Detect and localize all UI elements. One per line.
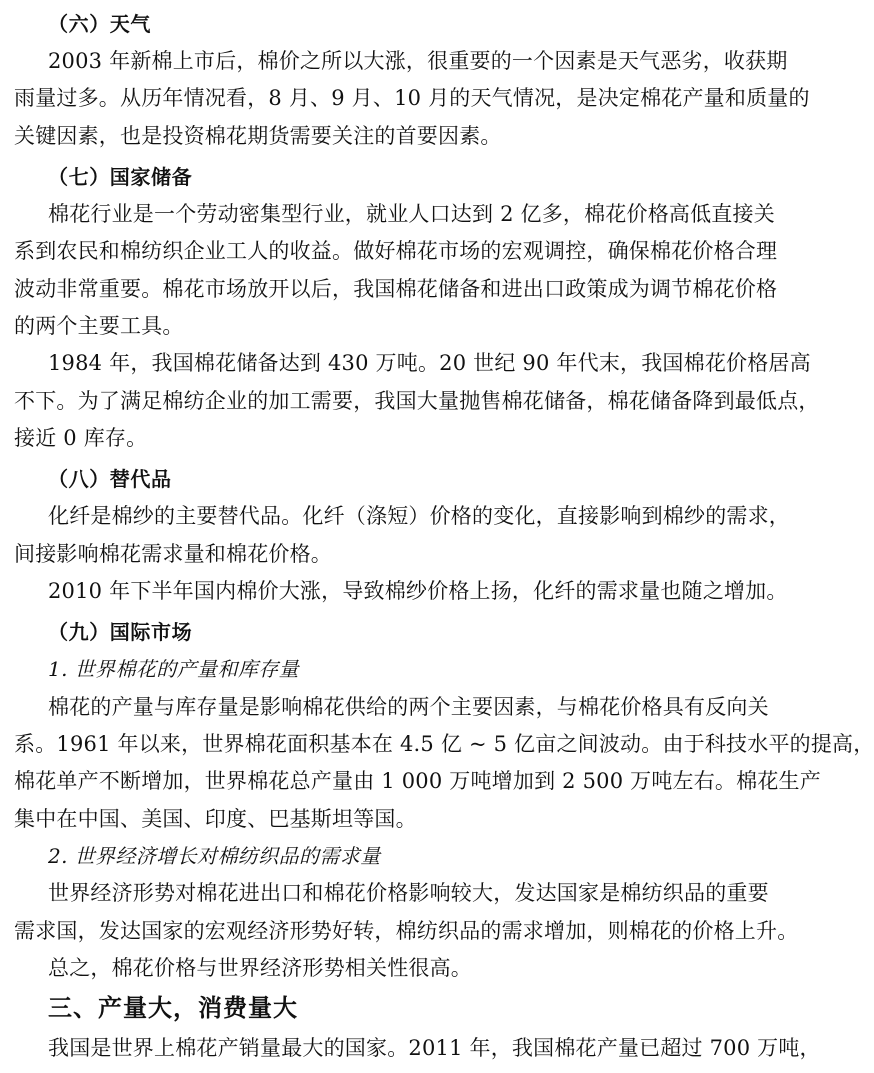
paragraph-line: 间接影响棉花需求量和棉花价格。 — [14, 542, 332, 566]
paragraph-line: 我国是世界上棉花产销量最大的国家。2011 年，我国棉花产量已超过 700 万吨， — [48, 1036, 821, 1060]
paragraph-line: 关键因素，也是投资棉花期货需要关注的首要因素。 — [14, 124, 502, 148]
paragraph-line: 接近 0 库存。 — [14, 426, 148, 450]
paragraph-line: 需求国，发达国家的宏观经济形势好转，棉纺织品的需求增加，则棉花的价格上升。 — [14, 919, 799, 943]
paragraph-line: 1984 年，我国棉花储备达到 430 万吨。20 世纪 90 年代末，我国棉花价格居高 — [48, 351, 811, 375]
paragraph-line: 2010 年下半年国内棉价大涨，导致棉纱价格上扬，化纤的需求量也随之增加。 — [48, 579, 788, 603]
paragraph-line: 棉花的产量与库存量是影响棉花供给的两个主要因素，与棉花价格具有反向关 — [48, 695, 769, 719]
paragraph-line: 不下。为了满足棉纺企业的加工需要，我国大量抛售棉花储备，棉花储备降到最低点， — [14, 389, 820, 413]
paragraph-line: 总之，棉花价格与世界经济形势相关性很高。 — [48, 956, 472, 980]
paragraph-line: 化纤是棉纱的主要替代品。化纤（涤短）价格的变化，直接影响到棉纱的需求， — [48, 504, 790, 528]
chapter-section-heading: 三、产量大，消费量大 — [48, 994, 298, 1022]
paragraph-line: 波动非常重要。棉花市场放开以后，我国棉花储备和进出口政策成为调节棉花价格 — [14, 277, 778, 301]
paragraph-line: 集中在中国、美国、印度、巴基斯坦等国。 — [14, 807, 417, 831]
paragraph-line: 系。1961 年以来，世界棉花面积基本在 4.5 亿 ~ 5 亿亩之间波动。由于科技水平的提高， — [14, 732, 874, 756]
paragraph-line: 棉花单产不断增加，世界棉花总产量由 1 000 万吨增加到 2 500 万吨左右。棉花生产 — [14, 769, 821, 793]
section-heading-substitutes: （八）替代品 — [48, 467, 172, 491]
section-heading-international-market: （九）国际市场 — [48, 620, 193, 644]
section-heading-weather: （六）天气 — [48, 12, 151, 36]
paragraph-line: 棉花行业是一个劳动密集型行业，就业人口达到 2 亿多，棉花价格高低直接关 — [48, 202, 775, 226]
paragraph-line: 系到农民和棉纺织企业工人的收益。做好棉花市场的宏观调控，确保棉花价格合理 — [14, 239, 778, 263]
subheading-world-output: 1. 世界棉花的产量和库存量 — [48, 657, 300, 681]
subheading-world-economy: 2. 世界经济增长对棉纺织品的需求量 — [48, 844, 381, 868]
paragraph-line: 2003 年新棉上市后，棉价之所以大涨，很重要的一个因素是天气恶劣，收获期 — [48, 49, 788, 73]
section-heading-national-reserve: （七）国家储备 — [48, 165, 193, 189]
paragraph-line: 的两个主要工具。 — [14, 314, 184, 338]
paragraph-line: 雨量过多。从历年情况看，8 月、9 月、10 月的天气情况，是决定棉花产量和质量的 — [14, 86, 810, 110]
paragraph-line: 世界经济形势对棉花进出口和棉花价格影响较大，发达国家是棉纺织品的重要 — [48, 881, 769, 905]
